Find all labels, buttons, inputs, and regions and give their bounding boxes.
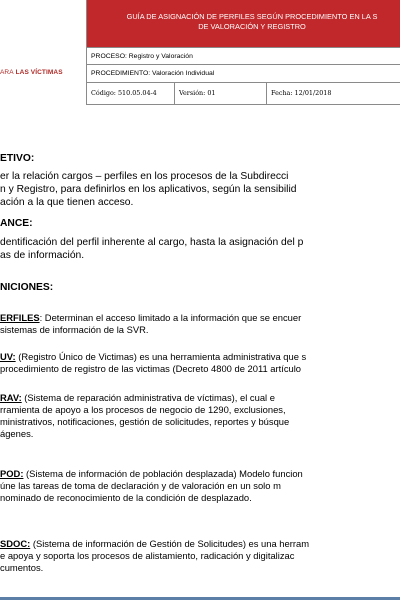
definition-sirav-line-3: ministrativos, notificaciones, gestión de solicitudes, reportes y búsque [0,416,290,427]
logo-prefix: ARA [0,69,14,76]
alcance-heading: ANCE: [0,218,33,229]
definition-text: (Registro Único de Victimas) es una herramienta administrativa que s [15,351,307,362]
procedimiento-row: PROCEDIMIENTO: Valoración Individual [87,65,400,83]
definition-text: (Sistema de información de Gestión de Solicitudes) es una herram [30,538,310,549]
objetivo-heading: ETIVO: [0,153,35,164]
document-code: Código: 510.05.04-4 [87,83,175,104]
definition-perfiles-line-2: sistemas de información de la SVR. [0,324,149,335]
definition-text: (Sistema de reparación administrativa de víctimas), el cual e [21,392,275,403]
objetivo-line-1: er la relación cargos – perfiles en los procesos de la Subdirecci [0,171,289,182]
definition-ruv-line-2: procedimiento de registro de las victimas (Decreto 4800 de 2011 artículo [0,363,302,374]
definition-term: POD: [0,468,24,479]
proceso-row: PROCESO: Registro y Valoración [87,47,400,65]
definition-sgdoc [0,538,309,550]
definiciones-heading: NICIONES: [0,282,54,293]
definition-term: SDOC: [0,538,31,549]
definition-sirav [0,392,275,404]
definition-ruv [0,351,306,363]
definition-sgdoc-line-3: cumentos. [0,562,44,573]
definition-text: (Sistema de información de población desplazada) Modelo funcion [23,468,303,479]
objetivo-line-2: n y Registro, para definirlos en los aplicativos, según la sensibilid [0,184,297,195]
alcance-line-2: as de información. [0,250,85,261]
document-version: Versión: 01 [175,83,267,104]
document-date: Fecha: 12/01/2018 [271,89,332,97]
logo-name: LAS VÍCTIMAS [15,69,63,76]
definition-term: ERFILES [0,312,40,323]
definition-sipod [0,468,303,480]
objetivo-line-3: ación a la que tienen acceso. [0,197,134,208]
document-title-line-1: GUÍA DE ASIGNACIÓN DE PERFILES SEGÚN PROCEDIMIENTO EN LA S [126,12,378,21]
definition-term: RAV: [0,392,22,403]
document-title-line-2: DE VALORACIÓN Y REGISTRO [198,22,306,31]
definition-text: : Determinan el acceso limitado a la información que se encuer [39,312,302,323]
definition-perfiles [0,312,301,324]
alcance-line-1: dentificación del perfil inherente al cargo, hasta la asignación del p [0,237,304,248]
definition-sgdoc-line-2: e apoya y soporta los procesos de alistamiento, radicación y digitalizac [0,550,295,561]
definition-sirav-line-2: rramienta de apoyo a los procesos de negocio de 1290, exclusiones, [0,404,286,415]
definition-sipod-line-3: nominado de reconocimiento de la condición de desplazado. [0,492,252,503]
definition-sirav-line-4: ágenes. [0,428,34,439]
definition-term: UV: [0,351,16,362]
definition-sipod-line-2: úne las tareas de toma de declaración y de valoración en un solo m [0,480,281,491]
